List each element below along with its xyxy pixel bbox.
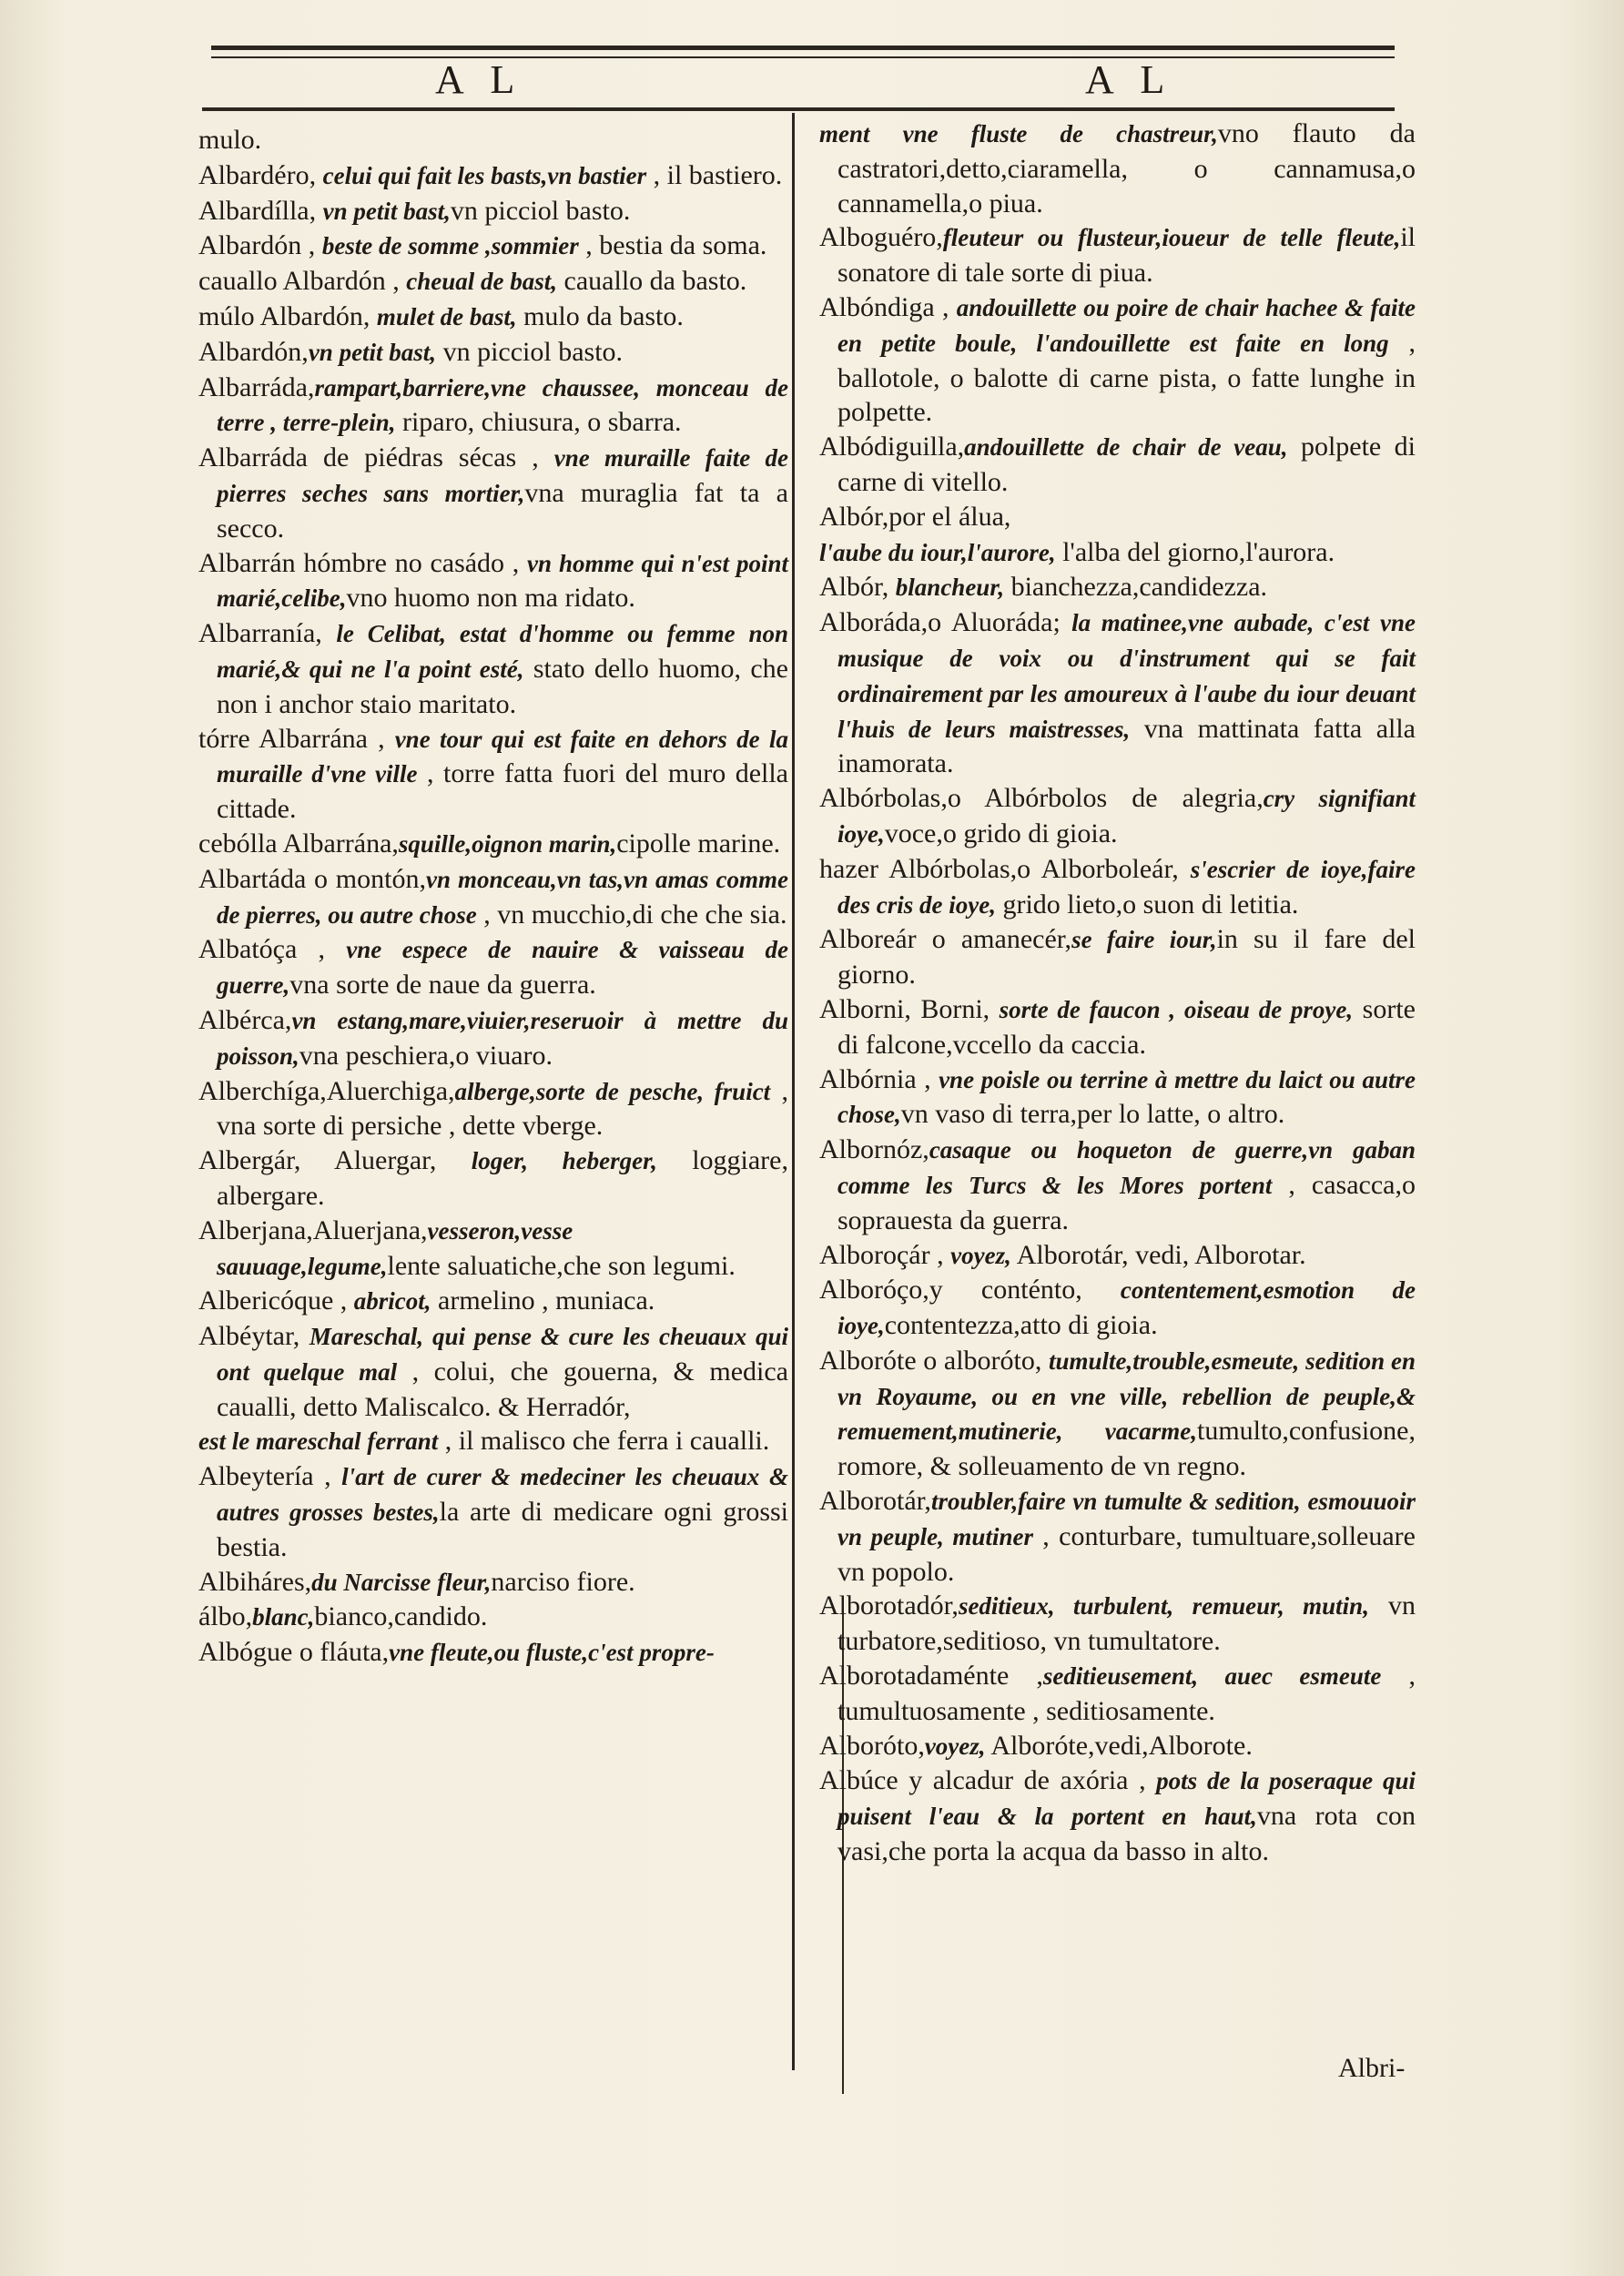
headword: Alberchíga,Aluerchiga, <box>198 1075 455 1106</box>
italian-gloss: loggiare, albergare. <box>217 1145 788 1211</box>
french-gloss: du Narcisse fleur, <box>311 1568 492 1596</box>
headword: Alboguéro, <box>819 222 943 253</box>
italian-gloss: vn picciol basto. <box>436 336 624 367</box>
french-gloss: blanc, <box>252 1603 315 1631</box>
headword: Albartáda o montón, <box>198 863 426 894</box>
italian-gloss: in su il fare del giorno. <box>837 924 1416 991</box>
headword: Albardéro, <box>198 159 323 190</box>
dictionary-entry <box>819 1729 1416 1764</box>
italian-gloss: , il malisco che ferra i caualli. <box>438 1426 770 1457</box>
italian-gloss: voce,o grido di gioia. <box>884 818 1118 848</box>
dictionary-entry <box>198 158 788 194</box>
french-gloss: rampart,barriere,vne chaussee, monceau de terre , terre-plein, <box>217 373 788 437</box>
french-gloss: vn monceau,vn tas,vn amas comme de pierres, ou autre chose <box>217 865 788 929</box>
headword: Albérca, <box>198 1004 292 1035</box>
italian-gloss: Alboróte,vedi,Alborote. <box>985 1730 1253 1761</box>
french-gloss: vne espece de nauire & vaisseau de guerre, <box>217 936 789 1000</box>
french-gloss: l'aube du iour,l'aurore, <box>819 538 1056 566</box>
headword: cauallo Albardón , <box>198 266 407 297</box>
dictionary-entry <box>819 117 1416 220</box>
dictionary-entry <box>198 546 788 617</box>
french-gloss: andouillette de chair de veau, <box>964 433 1288 462</box>
dictionary-entry <box>819 1484 1416 1589</box>
dictionary-entry <box>819 500 1416 535</box>
french-gloss: vne fleute,ou fluste,c'est propre- <box>389 1639 715 1667</box>
dictionary-entry <box>819 1273 1416 1344</box>
headword: Albardón , <box>198 230 322 261</box>
french-gloss: mulet de bast, <box>376 302 517 330</box>
dictionary-entry <box>198 229 788 264</box>
french-gloss: vne poisle ou terrine à mettre du laict ou autre chose, <box>837 1065 1416 1129</box>
dictionary-entry <box>198 123 788 158</box>
dictionary-entry <box>198 1003 788 1074</box>
french-gloss: contentement,esmotion de ioye, <box>837 1276 1416 1340</box>
left-column <box>198 123 788 1671</box>
italian-gloss: , vn mucchio,di che che sia. <box>476 899 787 930</box>
french-gloss: squille,oignon marin, <box>398 829 617 858</box>
french-gloss: le Celibat, estat d'homme ou femme non marié,& qui ne l'a point esté, <box>217 620 788 683</box>
italian-gloss: , il bastiero. <box>646 159 783 190</box>
header-rule <box>202 107 1395 111</box>
italian-gloss: por el álua, <box>888 501 1011 532</box>
column-divider <box>792 113 795 2070</box>
french-gloss: abricot, <box>353 1287 431 1316</box>
dictionary-entry <box>819 781 1416 852</box>
dictionary-entry <box>819 1238 1416 1274</box>
headword: Albarráda de piédras sécas , <box>198 442 554 473</box>
dictionary-entry <box>198 194 788 229</box>
headword: Albarranía, <box>198 618 337 649</box>
french-gloss: vne muraille faite de pierres seches sans mortier, <box>217 444 788 507</box>
italian-gloss: vna sorte de naue da guerra. <box>289 970 596 1001</box>
italian-gloss: cipolle marine. <box>616 828 781 859</box>
dictionary-entry <box>198 1074 788 1144</box>
headword: Albódiguilla, <box>819 432 965 462</box>
italian-gloss: la arte di medicare ogni grossi bestia. <box>217 1497 789 1562</box>
french-gloss: s'escrier de ioye,faire des cris de ioye, <box>837 855 1416 919</box>
headword: Alboróto, <box>819 1730 925 1761</box>
italian-gloss: , casacca,o soprauesta da guerra. <box>837 1169 1416 1235</box>
headword: Albúce y alcadur de axória , <box>819 1765 1157 1796</box>
headword: Albórnia , <box>819 1063 939 1094</box>
headword: Albiháres, <box>198 1566 312 1597</box>
italian-gloss: grido lieto,o suon di letitia. <box>995 889 1299 920</box>
headword: Alboráda,o Aluoráda; <box>819 607 1072 638</box>
french-gloss: Mareschal, qui pense & cure les cheuaux qui ont quelque mal <box>217 1323 788 1386</box>
italian-gloss: mulo da basto. <box>516 300 684 331</box>
french-gloss: seditieusement, auec esmeute <box>1042 1662 1382 1691</box>
headword: Albarráda, <box>198 371 315 402</box>
french-gloss: cheual de bast, <box>406 268 558 296</box>
dictionary-entry <box>198 1319 788 1424</box>
dictionary-entry <box>819 1133 1416 1237</box>
top-rule <box>211 46 1395 50</box>
italian-gloss: vno huomo non ma ridato. <box>346 583 635 614</box>
headword: álbo, <box>198 1601 253 1632</box>
italian-gloss: polpete di carne di vitello. <box>837 432 1416 497</box>
italian-gloss: stato dello huomo, che non i anchor staio maritato. <box>217 653 788 719</box>
dictionary-entry <box>819 290 1416 430</box>
italian-gloss: , ballotole, o balotte di carne pista, o fatte lunghe in polpette. <box>837 327 1416 428</box>
french-gloss: ment vne fluste de chastreur, <box>819 120 1218 147</box>
italian-gloss: vn picciol basto. <box>450 195 631 226</box>
dictionary-entry <box>198 1424 788 1459</box>
dictionary-entry <box>198 264 788 300</box>
headword: Albógue o fláuta, <box>198 1637 390 1668</box>
italian-gloss: narciso fiore. <box>491 1566 635 1597</box>
italian-gloss: , colui, che gouerna, & medica caualli, detto Maliscalco. & Herradór, <box>217 1356 788 1422</box>
dictionary-entry <box>198 1214 788 1285</box>
dictionary-entry <box>198 1284 788 1319</box>
italian-gloss: Alborotár, vedi, Alborotar. <box>1010 1239 1306 1270</box>
headword: Albéytar, <box>198 1321 310 1352</box>
right-column <box>819 117 1416 1869</box>
italian-gloss: , vna sorte di persiche , dette vberge. <box>217 1075 789 1142</box>
headword: Albatóça , <box>198 934 347 965</box>
headword: cebólla Albarrána, <box>198 828 399 859</box>
dictionary-entry <box>198 1635 788 1671</box>
italian-gloss: vna mattinata fatta alla inamorata. <box>837 713 1416 779</box>
italian-gloss: sorte di falcone,vccello da caccia. <box>837 993 1416 1060</box>
dictionary-entry <box>819 570 1416 605</box>
italian-gloss: contentezza,atto di gioia. <box>884 1310 1158 1341</box>
french-gloss: est le mareschal ferrant <box>198 1428 439 1456</box>
catchword: Albri- <box>1338 2053 1406 2083</box>
dictionary-entry <box>198 862 788 933</box>
dictionary-entry <box>819 992 1416 1062</box>
italian-gloss: lente saluatiche,che son legumi. <box>387 1250 736 1281</box>
italian-gloss: , tumultuosamente , seditiosamente. <box>837 1661 1416 1726</box>
french-gloss: vesseron,vesse sauuage,legume, <box>217 1216 573 1280</box>
italian-gloss: riparo, chiusura, o sbarra. <box>395 407 682 438</box>
french-gloss: l'art de curer & medeciner les cheuaux & autres grosses bestes, <box>217 1463 789 1527</box>
headword: tórre Albarrána , <box>198 723 395 754</box>
dictionary-entry <box>819 220 1416 290</box>
headword: hazer Albórbolas,o Alborboleár, <box>819 853 1191 884</box>
italian-gloss: tumulto,confusione, romore, & solleuamento de vn regno. <box>837 1416 1416 1482</box>
headword: Albór, <box>819 572 896 603</box>
french-gloss: voyez, <box>924 1732 986 1760</box>
dictionary-entry <box>198 616 788 721</box>
headword: Alborni, Borni, <box>819 993 1000 1024</box>
french-gloss: cry signifiant ioye, <box>837 785 1416 848</box>
dictionary-entry <box>819 1763 1416 1868</box>
dictionary-entry <box>819 1589 1416 1659</box>
french-gloss: voyez, <box>950 1241 1011 1269</box>
dictionary-entry <box>819 535 1416 571</box>
dictionary-entry <box>819 922 1416 992</box>
french-gloss: vn petit bast, <box>308 338 437 366</box>
italian-gloss: vn vaso di terra,per lo latte, o altro. <box>900 1099 1285 1130</box>
dictionary-entry <box>198 371 788 442</box>
dictionary-entry <box>819 1344 1416 1484</box>
dictionary-entry <box>198 1459 788 1564</box>
dictionary-entry <box>819 605 1416 781</box>
french-gloss: casaque ou hoqueton de guerre,vn gaban comme les Turcs & les Mores portent <box>837 1136 1416 1199</box>
french-gloss: troubler,faire vn tumulte & sedition, esmouuoir vn peuple, mutiner <box>837 1488 1416 1550</box>
headword: Alborotadór, <box>819 1590 959 1621</box>
french-gloss: la matinee,vne aubade, c'est vne musique de voix ou d'instrument qui se fait ordinairement par les amoureux à l'aube du iour deuant l'huis de leurs maistresses, <box>837 609 1416 743</box>
french-gloss: beste de somme ,sommier <box>321 232 579 260</box>
headword: múlo Albardón, <box>198 300 377 331</box>
italian-gloss: bianchezza,candidezza. <box>1004 572 1268 603</box>
dictionary-entry <box>819 1062 1416 1133</box>
italian-gloss: vna muraglia fat ta a secco. <box>217 477 788 544</box>
headword: Albardón, <box>198 336 309 367</box>
headword: Alboreár o amanecér, <box>819 924 1072 955</box>
french-gloss: seditieux, turbulent, remueur, mutin, <box>958 1592 1369 1621</box>
french-gloss: se faire iour, <box>1071 926 1217 954</box>
headword: Alborotadaménte , <box>819 1661 1043 1692</box>
dictionary-entry <box>819 852 1416 923</box>
dictionary-entry <box>198 441 788 545</box>
headword: Albarrán hómbre no casádo , <box>198 547 528 578</box>
headword: mulo. <box>198 125 262 155</box>
running-head-left: A L <box>435 57 524 102</box>
dictionary-entry <box>198 932 788 1003</box>
french-gloss: loger, heberger, <box>471 1147 657 1175</box>
french-gloss: vn petit bast, <box>322 197 451 225</box>
italian-gloss: vna rota con vasi,che porta la acqua da basso in alto. <box>837 1801 1416 1867</box>
headword: Albór, <box>819 501 889 532</box>
italian-gloss: l'alba del giorno,l'aurora. <box>1055 536 1335 567</box>
italian-gloss: armelino , muniaca. <box>431 1285 655 1316</box>
headword: Albornóz, <box>819 1134 929 1165</box>
headword: Alboróço,y conténto, <box>819 1275 1121 1306</box>
dictionary-entry <box>198 1600 788 1635</box>
italian-gloss: vno flauto da castratori,detto,ciaramella, o cannamusa,o cannamella,o piua. <box>837 118 1416 218</box>
italian-gloss: , torre fatta fuori del muro della cittade. <box>217 758 788 825</box>
dictionary-entry <box>198 722 788 827</box>
headword: Albórbolas,o Albórbolos de alegria, <box>819 783 1264 814</box>
french-gloss: tumulte,trouble,esmeute, sedition en vn Royaume, ou en vne ville, rebellion de peuple,& remuement,mutinerie, vacarme, <box>837 1346 1416 1446</box>
headword: Alberjana,Aluerjana, <box>198 1214 428 1245</box>
italian-gloss: , bestia da soma. <box>578 230 767 261</box>
french-gloss: andouillette ou poire de chair hachee & faite en petite boule, l'andouillette est faite en long <box>837 293 1416 357</box>
dictionary-entry <box>198 1143 788 1214</box>
italian-gloss: , conturbare, tumultuare,solleuare vn popolo. <box>837 1520 1416 1587</box>
french-gloss: vne tour qui est faite en dehors de la muraille d'vne ville <box>217 725 788 788</box>
french-gloss: fleuteur ou flusteur,ioueur de telle fleute, <box>942 224 1401 252</box>
french-gloss: alberge,sorte de pesche, fruict <box>454 1077 771 1105</box>
headword: Alboróte o alboróto, <box>819 1345 1049 1376</box>
dictionary-entry <box>198 300 788 335</box>
dictionary-entry <box>198 1565 788 1600</box>
running-head-right: A L <box>1085 57 1174 102</box>
italian-gloss: vna peschiera,o viuaro. <box>299 1040 553 1071</box>
italian-gloss: il sonatore di tale sorte di piua. <box>837 222 1416 289</box>
headword: Albeytería , <box>198 1461 342 1492</box>
french-gloss: vn estang,mare,viuier,reseruoir à mettre du poisson, <box>217 1006 788 1070</box>
french-gloss: sorte de faucon , oiseau de proye, <box>999 995 1354 1023</box>
french-gloss: pots de la poseraque qui puisent l'eau & la portent en haut, <box>837 1767 1416 1831</box>
dictionary-entry <box>198 335 788 371</box>
french-gloss: vn homme qui n'est point marié,celibe, <box>217 549 788 613</box>
top-rule-thin <box>211 56 1395 58</box>
italian-gloss: bianco,candido. <box>314 1601 488 1632</box>
italian-gloss: vn turbatore,seditioso, vn tumultatore. <box>837 1590 1416 1657</box>
headword: Albericóque , <box>198 1285 354 1316</box>
french-gloss: blancheur, <box>895 574 1005 602</box>
headword: Albardílla, <box>198 195 323 226</box>
headword: Albóndiga , <box>819 291 957 322</box>
dictionary-entry <box>819 1659 1416 1729</box>
headword: Alborotár, <box>819 1486 931 1517</box>
dictionary-entry <box>198 827 788 862</box>
italian-gloss: cauallo da basto. <box>557 266 747 297</box>
french-gloss: celui qui fait les basts,vn bastier <box>322 161 647 189</box>
headword: Alboroçár , <box>819 1239 951 1270</box>
headword: Albergár, Aluergar, <box>198 1145 472 1176</box>
dictionary-entry <box>819 430 1416 500</box>
